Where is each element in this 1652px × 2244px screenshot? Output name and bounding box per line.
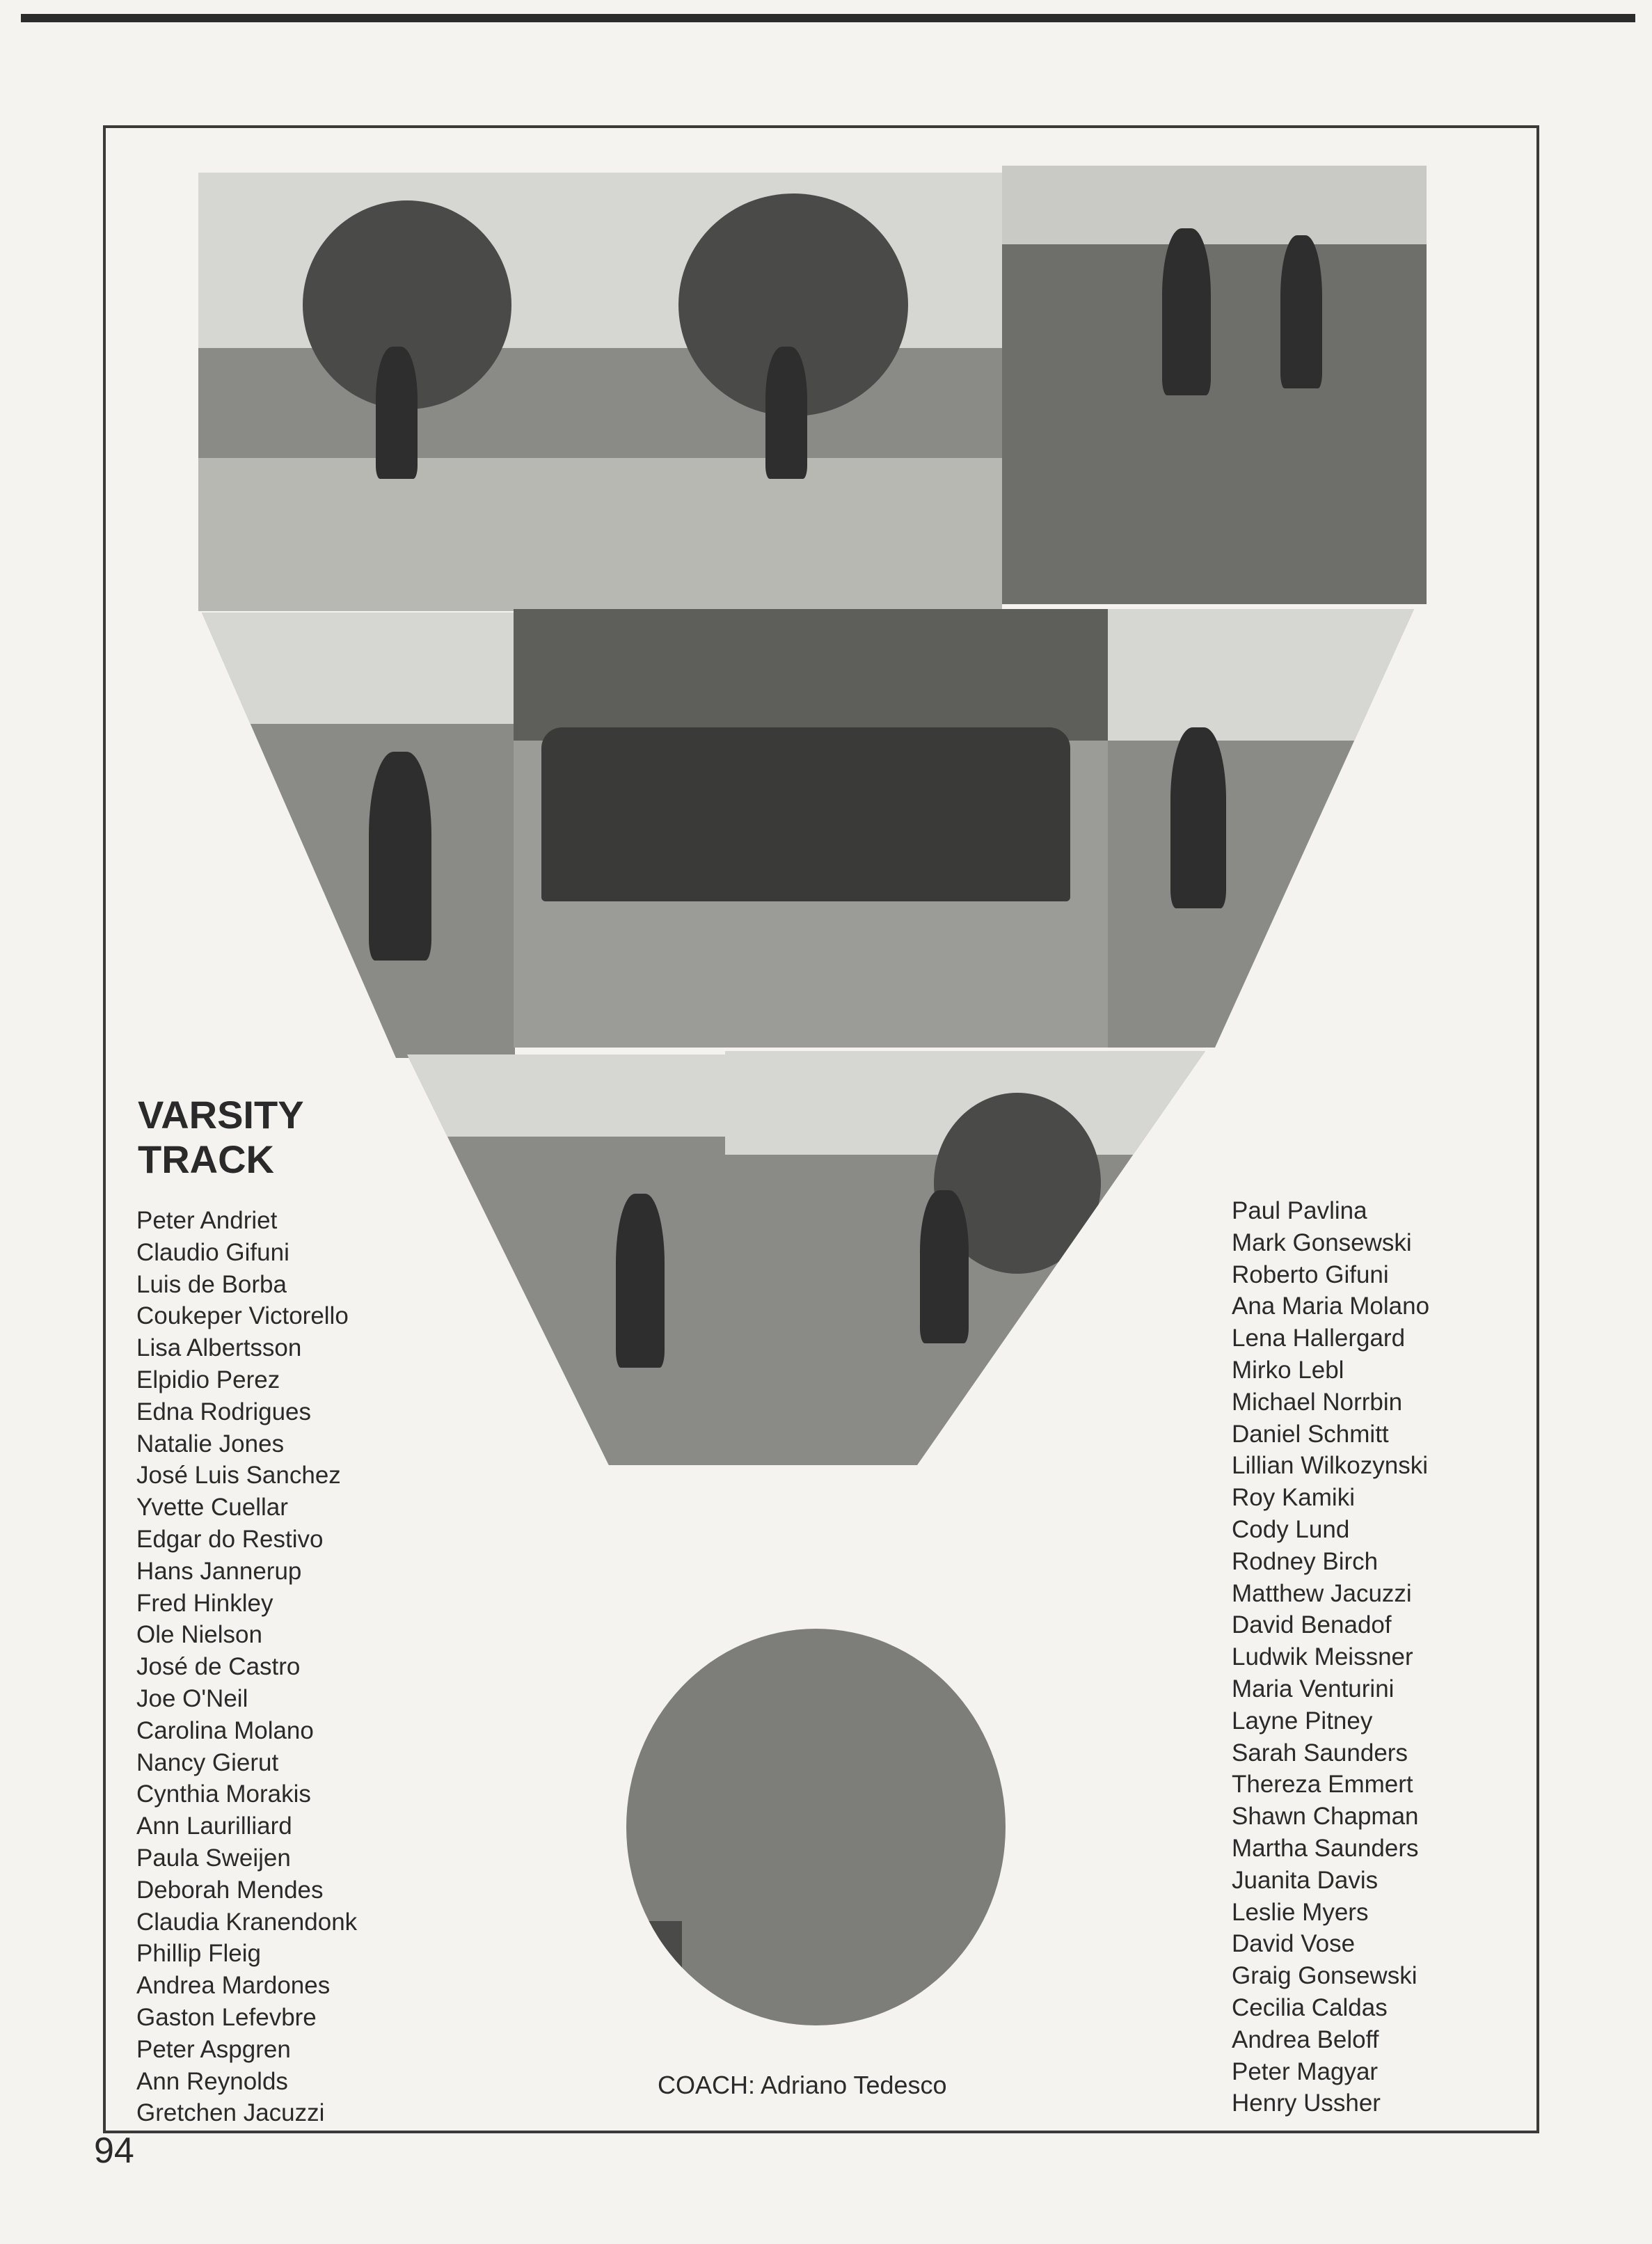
roster-name: David Benadof [1232, 1611, 1392, 1639]
roster-name: José Luis Sanchez [136, 1462, 341, 1490]
roster-name: Natalie Jones [136, 1430, 285, 1457]
title-line-2: TRACK [138, 1137, 274, 1181]
roster-name: Joe O'Neil [136, 1684, 248, 1712]
roster-name: Claudio Gifuni [136, 1238, 289, 1266]
roster-name: Edna Rodrigues [136, 1398, 311, 1425]
roster-name: Peter Andriet [136, 1207, 278, 1234]
roster-name: Fred Hinkley [136, 1589, 273, 1617]
roster-name: Henry Ussher [1232, 2089, 1381, 2117]
photo-sky [1002, 166, 1427, 244]
roster-name: Yvette Cuellar [136, 1494, 288, 1522]
roster-name: Matthew Jacuzzi [1232, 1579, 1412, 1607]
photo-sky [202, 613, 515, 724]
roster-name: Martha Saunders [1232, 1834, 1419, 1862]
roster-name: Andrea Beloff [1232, 2025, 1379, 2053]
roster-name: Sarah Saunders [1232, 1739, 1408, 1767]
roster-name: Ann Laurilliard [136, 1812, 292, 1840]
roster-name: Cynthia Morakis [136, 1780, 311, 1808]
photo-athlete [1170, 727, 1226, 908]
roster-name: Leslie Myers [1232, 1898, 1369, 1926]
photo-coach-circle [626, 1629, 1006, 2025]
top-rule [21, 14, 1635, 22]
roster-name: Lillian Wilkozynski [1232, 1452, 1429, 1480]
roster-name: Maria Venturini [1232, 1675, 1395, 1702]
roster-name: Gaston Lefevbre [136, 2003, 317, 2031]
photo-athlete [1280, 235, 1322, 388]
photo-team-group [514, 609, 1109, 1048]
roster-name: Claudia Kranendonk [136, 1908, 358, 1936]
roster-name: Mirko Lebl [1232, 1356, 1344, 1384]
roster-name: Roy Kamiki [1232, 1484, 1355, 1512]
section-title [138, 1093, 416, 1182]
roster-name: Mark Gonsewski [1232, 1228, 1412, 1256]
roster-name: Coukeper Victorello [136, 1302, 349, 1330]
roster-name: Andrea Mardones [136, 1972, 331, 2000]
photo-athlete [765, 347, 807, 479]
photo-building [514, 609, 1109, 741]
roster-name: Deborah Mendes [136, 1876, 324, 1904]
photo-sky [407, 1054, 727, 1137]
roster-name: Daniel Schmitt [1232, 1420, 1389, 1448]
roster-name: Elpidio Perez [136, 1366, 280, 1393]
left-name-list [136, 1205, 357, 2129]
photo-long-jump-1 [198, 173, 595, 611]
photo-athlete [1162, 228, 1211, 395]
roster-name: Paul Pavlina [1232, 1197, 1367, 1224]
photo-ground [198, 458, 595, 612]
roster-name: Ann Reynolds [136, 2067, 288, 2095]
roster-name: Carolina Molano [136, 1716, 314, 1744]
roster-name: Lisa Albertsson [136, 1334, 302, 1362]
roster-name: Juanita Davis [1232, 1866, 1379, 1894]
coach-caption: COACH: Adriano Tedesco [658, 2071, 947, 2099]
roster-name: Ludwik Meissner [1232, 1643, 1413, 1671]
roster-name: Nancy Gierut [136, 1748, 279, 1776]
roster-name: Roberto Gifuni [1232, 1261, 1389, 1288]
photo-athlete [616, 1194, 665, 1368]
photo-ground [595, 458, 1002, 612]
photo-team-members [541, 727, 1070, 901]
roster-name: Peter Aspgren [136, 2035, 291, 2063]
roster-name: Gretchen Jacuzzi [136, 2099, 325, 2127]
roster-name: Michael Norrbin [1232, 1388, 1403, 1416]
title-line-1: VARSITY [138, 1093, 304, 1137]
roster-name: Shawn Chapman [1232, 1803, 1419, 1831]
right-name-list [1232, 1195, 1429, 2119]
roster-name: Edgar do Restivo [136, 1525, 324, 1553]
roster-name: Lena Hallergard [1232, 1325, 1406, 1352]
roster-name: Rodney Birch [1232, 1547, 1379, 1575]
roster-name: Hans Jannerup [136, 1557, 302, 1585]
page-number: 94 [94, 2131, 134, 2171]
roster-name: Layne Pitney [1232, 1707, 1373, 1735]
roster-name: José de Castro [136, 1653, 301, 1681]
photo-long-jump-2 [595, 173, 1002, 611]
roster-name: David Vose [1232, 1930, 1356, 1958]
photo-field-runners [1002, 166, 1427, 604]
roster-name: Cecilia Caldas [1232, 1993, 1388, 2021]
photo-athlete [369, 752, 431, 961]
roster-name: Paula Sweijen [136, 1844, 291, 1872]
roster-name: Ole Nielson [136, 1621, 262, 1649]
roster-name: Graig Gonsewski [1232, 1962, 1417, 1990]
roster-name: Thereza Emmert [1232, 1771, 1413, 1799]
photo-athlete [920, 1190, 969, 1343]
roster-name: Ana Maria Molano [1232, 1293, 1430, 1320]
photo-athlete [376, 347, 418, 479]
roster-name: Peter Magyar [1232, 2057, 1379, 2085]
roster-name: Luis de Borba [136, 1270, 287, 1298]
roster-name: Phillip Fleig [136, 1940, 261, 1968]
roster-name: Cody Lund [1232, 1515, 1350, 1543]
